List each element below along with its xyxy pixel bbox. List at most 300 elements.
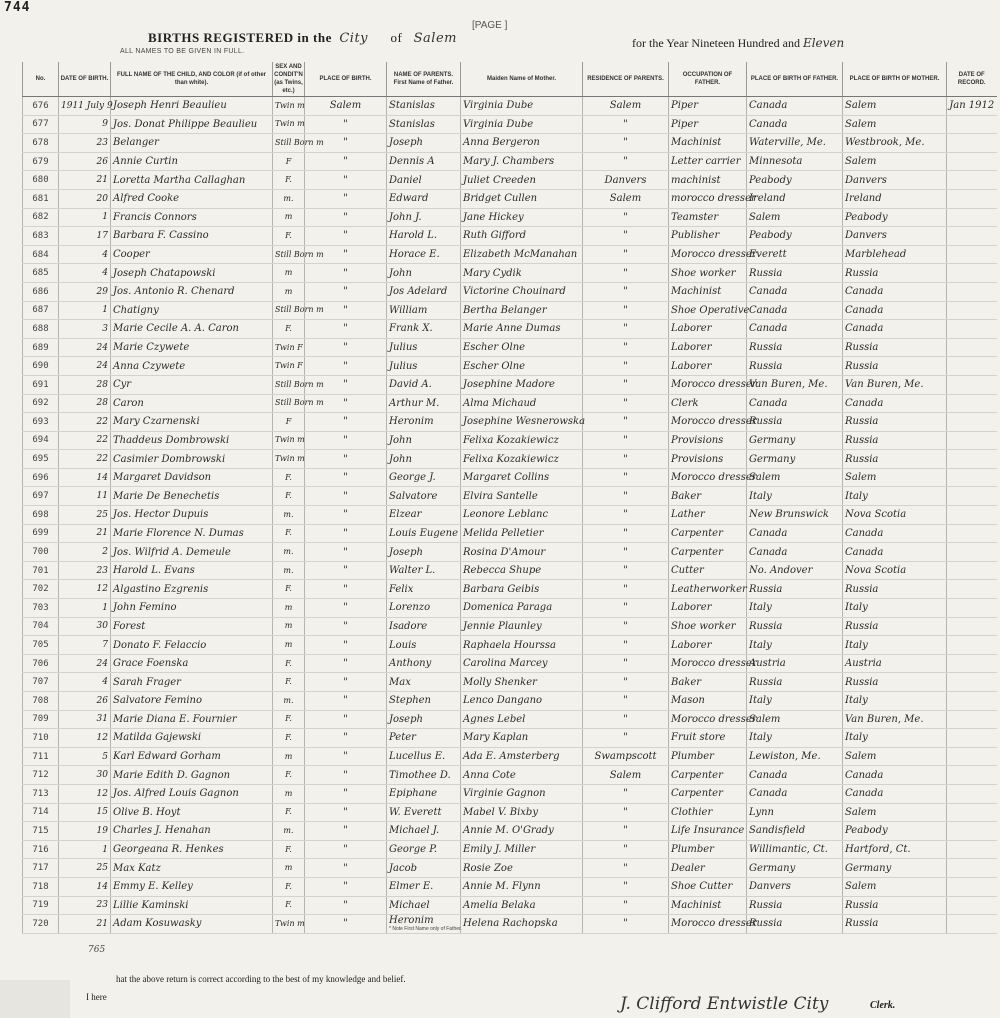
birth-date: 24 [59, 357, 111, 376]
record-date [947, 654, 997, 673]
father-birthplace: Danvers [747, 877, 843, 896]
father-birthplace: Canada [747, 524, 843, 543]
father-birthplace: Canada [747, 394, 843, 413]
father-occupation: Publisher [669, 227, 747, 246]
birth-date: 11 [59, 487, 111, 506]
birth-place: " [305, 264, 387, 283]
birth-place: " [305, 580, 387, 599]
sex-condition: F. [273, 524, 305, 543]
parents-residence: " [583, 245, 669, 264]
birth-date: 22 [59, 450, 111, 469]
father-occupation: Clerk [669, 394, 747, 413]
birth-date: 21 [59, 524, 111, 543]
mother-birthplace: Russia [843, 338, 947, 357]
parents-residence: " [583, 877, 669, 896]
place-name: Salem [413, 31, 457, 46]
father-occupation: Morocco dresser [669, 245, 747, 264]
table-row [23, 115, 997, 134]
father-occupation: Lather [669, 506, 747, 525]
father-occupation: Clothier [669, 803, 747, 822]
father-birthplace: Italy [747, 636, 843, 655]
table-row [23, 227, 997, 246]
sex-condition: m [273, 599, 305, 618]
birth-date: 20 [59, 189, 111, 208]
child-name: Mary Czarnenski [111, 413, 273, 432]
birth-place: " [305, 654, 387, 673]
father-name: Edward [387, 189, 461, 208]
record-date [947, 840, 997, 859]
birth-date: 12 [59, 580, 111, 599]
mother-maiden-name: Molly Shenker [461, 673, 583, 692]
table-row [23, 692, 997, 711]
father-birthplace: Germany [747, 450, 843, 469]
father-name: Felix [387, 580, 461, 599]
father-occupation: Laborer [669, 636, 747, 655]
mother-maiden-name: Rebecca Shupe [461, 561, 583, 580]
birth-place: " [305, 115, 387, 134]
table-row [23, 524, 997, 543]
row-number: 715 [23, 822, 59, 841]
birth-place: " [305, 450, 387, 469]
mother-birthplace: Russia [843, 673, 947, 692]
birth-date: 3 [59, 320, 111, 339]
child-name: Annie Curtin [111, 152, 273, 171]
father-name: Arthur M. [387, 394, 461, 413]
birth-date: 5 [59, 747, 111, 766]
birth-place: " [305, 766, 387, 785]
row-number: 684 [23, 245, 59, 264]
mother-birthplace: Russia [843, 915, 947, 934]
table-row [23, 636, 997, 655]
birth-place: " [305, 617, 387, 636]
child-name: Jos. Antonio R. Chenard [111, 282, 273, 301]
mother-maiden-name: Amelia Belaka [461, 896, 583, 915]
father-occupation: Morocco dresser [669, 375, 747, 394]
birth-date: 31 [59, 710, 111, 729]
birth-date: 4 [59, 264, 111, 283]
child-name: Marie De Benechetis [111, 487, 273, 506]
row-number: 683 [23, 227, 59, 246]
row-number: 709 [23, 710, 59, 729]
row-number: 685 [23, 264, 59, 283]
sex-condition: F. [273, 171, 305, 190]
birth-place: " [305, 189, 387, 208]
father-occupation: Carpenter [669, 766, 747, 785]
row-number: 701 [23, 561, 59, 580]
parents-residence: " [583, 413, 669, 432]
father-occupation: Laborer [669, 338, 747, 357]
birth-place: " [305, 896, 387, 915]
sex-condition: F. [273, 468, 305, 487]
row-number: 677 [23, 115, 59, 134]
mother-birthplace: Salem [843, 468, 947, 487]
record-date [947, 896, 997, 915]
birth-place: " [305, 338, 387, 357]
row-number: 694 [23, 431, 59, 450]
child-name: Chatigny [111, 301, 273, 320]
father-occupation: Carpenter [669, 784, 747, 803]
row-number: 702 [23, 580, 59, 599]
record-date [947, 413, 997, 432]
certification-text: hat the above return is correct according to the best of my knowledge and belief. [116, 974, 406, 984]
birth-place: " [305, 747, 387, 766]
father-occupation: morocco dresser [669, 189, 747, 208]
mother-maiden-name: Felixa Kozakiewicz [461, 450, 583, 469]
parents-residence: " [583, 654, 669, 673]
sex-condition: F. [273, 580, 305, 599]
sex-condition: m. [273, 543, 305, 562]
birth-place: " [305, 859, 387, 878]
row-number: 692 [23, 394, 59, 413]
table-row [23, 580, 997, 599]
mother-maiden-name: Jennie Plaunley [461, 617, 583, 636]
table-row [23, 394, 997, 413]
father-birthplace: Russia [747, 673, 843, 692]
title-of: of [390, 30, 403, 45]
mother-birthplace: Italy [843, 636, 947, 655]
sex-condition: m. [273, 822, 305, 841]
mother-maiden-name: Annie M. Flynn [461, 877, 583, 896]
mother-birthplace: Canada [843, 784, 947, 803]
birth-date: 23 [59, 561, 111, 580]
birth-place: " [305, 431, 387, 450]
father-occupation: Plumber [669, 840, 747, 859]
record-date [947, 375, 997, 394]
parents-residence: " [583, 357, 669, 376]
record-date [947, 580, 997, 599]
sex-condition: F [273, 413, 305, 432]
record-date [947, 692, 997, 711]
father-name: William [387, 301, 461, 320]
col-place: PLACE OF BIRTH. [305, 62, 387, 97]
parents-residence: " [583, 115, 669, 134]
birth-date: 22 [59, 431, 111, 450]
father-occupation: Machinist [669, 282, 747, 301]
row-number: 680 [23, 171, 59, 190]
col-residence: RESIDENCE OF PARENTS. [583, 62, 669, 97]
row-number: 705 [23, 636, 59, 655]
father-occupation: Dealer [669, 859, 747, 878]
col-sex: SEX AND CONDIT'N (as Twins, etc.) [273, 62, 305, 97]
record-date [947, 338, 997, 357]
birth-date: 24 [59, 654, 111, 673]
sex-condition: Twin F [273, 357, 305, 376]
father-name: George J. [387, 468, 461, 487]
parents-residence: " [583, 320, 669, 339]
mother-birthplace: Italy [843, 729, 947, 748]
mother-maiden-name: Virginie Gagnon [461, 784, 583, 803]
birth-date: 19 [59, 822, 111, 841]
birth-date: 26 [59, 692, 111, 711]
father-occupation: Morocco dresser [669, 468, 747, 487]
year-line [632, 36, 844, 51]
table-row [23, 840, 997, 859]
father-birthplace: Canada [747, 784, 843, 803]
row-number: 689 [23, 338, 59, 357]
mother-birthplace: Canada [843, 524, 947, 543]
row-number: 700 [23, 543, 59, 562]
birth-date: 21 [59, 915, 111, 934]
sex-condition: Still Born m [273, 375, 305, 394]
father-name: David A. [387, 375, 461, 394]
father-birthplace: Russia [747, 264, 843, 283]
child-name: Casimier Dombrowski [111, 450, 273, 469]
birth-date: 28 [59, 375, 111, 394]
birth-place: " [305, 487, 387, 506]
child-name: Marie Edith D. Gagnon [111, 766, 273, 785]
mother-birthplace: Nova Scotia [843, 506, 947, 525]
child-name: Charles J. Henahan [111, 822, 273, 841]
father-name: Stanislas [387, 97, 461, 116]
parents-residence: " [583, 859, 669, 878]
row-number: 695 [23, 450, 59, 469]
table-row [23, 171, 997, 190]
mother-maiden-name: Domenica Paraga [461, 599, 583, 618]
parents-residence: " [583, 282, 669, 301]
sex-condition: m [273, 208, 305, 227]
mother-birthplace: Russia [843, 450, 947, 469]
birth-place: " [305, 673, 387, 692]
place-type: City [339, 31, 369, 46]
child-name: Jos. Alfred Louis Gagnon [111, 784, 273, 803]
father-occupation: Laborer [669, 357, 747, 376]
sex-condition: Still Born m [273, 301, 305, 320]
torn-corner [0, 980, 70, 1018]
table-row [23, 264, 997, 283]
mother-birthplace: Salem [843, 747, 947, 766]
mother-birthplace: Germany [843, 859, 947, 878]
father-name: Epiphane [387, 784, 461, 803]
col-occupation: OCCUPATION OF FATHER. [669, 62, 747, 97]
sex-condition: m [273, 264, 305, 283]
father-name: Harold L. [387, 227, 461, 246]
record-date [947, 245, 997, 264]
birth-date: 25 [59, 859, 111, 878]
row-number: 678 [23, 134, 59, 153]
parents-residence: " [583, 617, 669, 636]
mother-maiden-name: Agnes Lebel [461, 710, 583, 729]
parents-residence: " [583, 468, 669, 487]
row-number: 707 [23, 673, 59, 692]
mother-birthplace: Danvers [843, 227, 947, 246]
mother-maiden-name: Josephine Madore [461, 375, 583, 394]
mother-maiden-name: Victorine Chouinard [461, 282, 583, 301]
parents-residence: " [583, 710, 669, 729]
sex-condition: Still Born m [273, 134, 305, 153]
row-number: 719 [23, 896, 59, 915]
father-name: Lorenzo [387, 599, 461, 618]
father-occupation: Piper [669, 115, 747, 134]
father-birthplace: Austria [747, 654, 843, 673]
parents-residence: " [583, 840, 669, 859]
record-date [947, 282, 997, 301]
record-date: Jan 1912 [947, 97, 997, 116]
sex-condition: Twin F [273, 338, 305, 357]
row-number: 696 [23, 468, 59, 487]
birth-place: " [305, 413, 387, 432]
table-row [23, 673, 997, 692]
sex-condition: F. [273, 227, 305, 246]
parents-residence: " [583, 543, 669, 562]
father-birthplace: Italy [747, 487, 843, 506]
father-birthplace: Canada [747, 282, 843, 301]
end-number: 765 [88, 945, 106, 955]
record-date [947, 208, 997, 227]
child-name: Cooper [111, 245, 273, 264]
parents-residence: " [583, 636, 669, 655]
mother-birthplace: Peabody [843, 208, 947, 227]
sex-condition: F. [273, 654, 305, 673]
record-date [947, 264, 997, 283]
row-number: 682 [23, 208, 59, 227]
parents-residence: " [583, 431, 669, 450]
father-occupation: Machinist [669, 896, 747, 915]
table-row [23, 413, 997, 432]
sex-condition: F. [273, 673, 305, 692]
child-name: Thaddeus Dombrowski [111, 431, 273, 450]
sex-condition: F. [273, 803, 305, 822]
birth-date: 9 [59, 115, 111, 134]
parents-residence: " [583, 450, 669, 469]
table-row [23, 338, 997, 357]
record-date [947, 915, 997, 934]
table-row [23, 877, 997, 896]
father-occupation: Baker [669, 487, 747, 506]
father-birthplace: Minnesota [747, 152, 843, 171]
birth-place: " [305, 524, 387, 543]
mother-birthplace: Van Buren, Me. [843, 375, 947, 394]
table-row [23, 766, 997, 785]
mother-birthplace: Van Buren, Me. [843, 710, 947, 729]
record-date [947, 189, 997, 208]
col-child: FULL NAME OF THE CHILD, AND COLOR (if of other than white). [111, 62, 273, 97]
father-occupation: Teamster [669, 208, 747, 227]
sex-condition: m [273, 636, 305, 655]
birth-date: 30 [59, 617, 111, 636]
table-row [23, 245, 997, 264]
birth-date: 22 [59, 413, 111, 432]
record-date [947, 227, 997, 246]
sex-condition: Twin m [273, 97, 305, 116]
birth-place: " [305, 561, 387, 580]
father-birthplace: Canada [747, 766, 843, 785]
mother-birthplace: Marblehead [843, 245, 947, 264]
father-occupation: Plumber [669, 747, 747, 766]
table-row [23, 189, 997, 208]
father-occupation: machinist [669, 171, 747, 190]
birth-date: 24 [59, 338, 111, 357]
table-row [23, 599, 997, 618]
father-name: Max [387, 673, 461, 692]
sex-condition: Still Born m [273, 245, 305, 264]
clerk-signature [620, 994, 828, 1014]
record-date [947, 171, 997, 190]
row-number: 690 [23, 357, 59, 376]
father-occupation: Morocco dresser [669, 915, 747, 934]
birth-place: " [305, 134, 387, 153]
child-name: Marie Czywete [111, 338, 273, 357]
birth-place: " [305, 282, 387, 301]
table-row [23, 97, 997, 116]
father-name: Joseph [387, 543, 461, 562]
mother-maiden-name: Leonore Leblanc [461, 506, 583, 525]
father-name: Michael J. [387, 822, 461, 841]
father-occupation: Carpenter [669, 543, 747, 562]
record-date [947, 543, 997, 562]
father-name-value: Heronim [389, 915, 434, 927]
birth-place: " [305, 506, 387, 525]
record-date [947, 487, 997, 506]
birth-date: 1 [59, 301, 111, 320]
col-record: DATE OF RECORD. [947, 62, 997, 97]
father-name: John [387, 264, 461, 283]
parents-residence: " [583, 394, 669, 413]
child-name: Cyr [111, 375, 273, 394]
father-occupation: Mason [669, 692, 747, 711]
mother-maiden-name: Mary Kaplan [461, 729, 583, 748]
row-number: 681 [23, 189, 59, 208]
row-number: 716 [23, 840, 59, 859]
father-name: Elzear [387, 506, 461, 525]
table-row [23, 803, 997, 822]
birth-date: 4 [59, 245, 111, 264]
mother-birthplace: Salem [843, 877, 947, 896]
child-name: Matilda Gajewski [111, 729, 273, 748]
father-name: Stanislas [387, 115, 461, 134]
father-name: Walter L. [387, 561, 461, 580]
father-occupation: Baker [669, 673, 747, 692]
table-row [23, 915, 997, 934]
birth-place: " [305, 394, 387, 413]
mother-birthplace: Austria [843, 654, 947, 673]
record-date [947, 747, 997, 766]
father-name: Joseph [387, 710, 461, 729]
record-date [947, 729, 997, 748]
sex-condition: m [273, 617, 305, 636]
child-name: Francis Connors [111, 208, 273, 227]
father-birthplace: Salem [747, 468, 843, 487]
parents-residence: " [583, 375, 669, 394]
birth-date: 15 [59, 803, 111, 822]
parents-residence: " [583, 580, 669, 599]
parents-residence: " [583, 561, 669, 580]
mother-maiden-name: Helena Rachopska [461, 915, 583, 934]
father-birthplace: Russia [747, 915, 843, 934]
child-name: Adam Kosuwasky [111, 915, 273, 934]
child-name: Salvatore Femino [111, 692, 273, 711]
father-birthplace: Russia [747, 580, 843, 599]
child-name: Algastino Ezgrenis [111, 580, 273, 599]
record-date [947, 450, 997, 469]
record-date [947, 115, 997, 134]
birth-date: 14 [59, 468, 111, 487]
father-name: Michael [387, 896, 461, 915]
mother-birthplace: Canada [843, 394, 947, 413]
father-occupation: Machinist [669, 134, 747, 153]
sex-condition: m. [273, 506, 305, 525]
table-row [23, 729, 997, 748]
sex-condition: F. [273, 729, 305, 748]
sex-condition: F. [273, 487, 305, 506]
table-row [23, 710, 997, 729]
father-birthplace: Italy [747, 692, 843, 711]
father-birthplace: Peabody [747, 227, 843, 246]
year-prefix: for the Year Nineteen Hundred and [632, 36, 800, 50]
record-date [947, 561, 997, 580]
mother-maiden-name: Juliet Creeden [461, 171, 583, 190]
row-number: 712 [23, 766, 59, 785]
table-row [23, 487, 997, 506]
